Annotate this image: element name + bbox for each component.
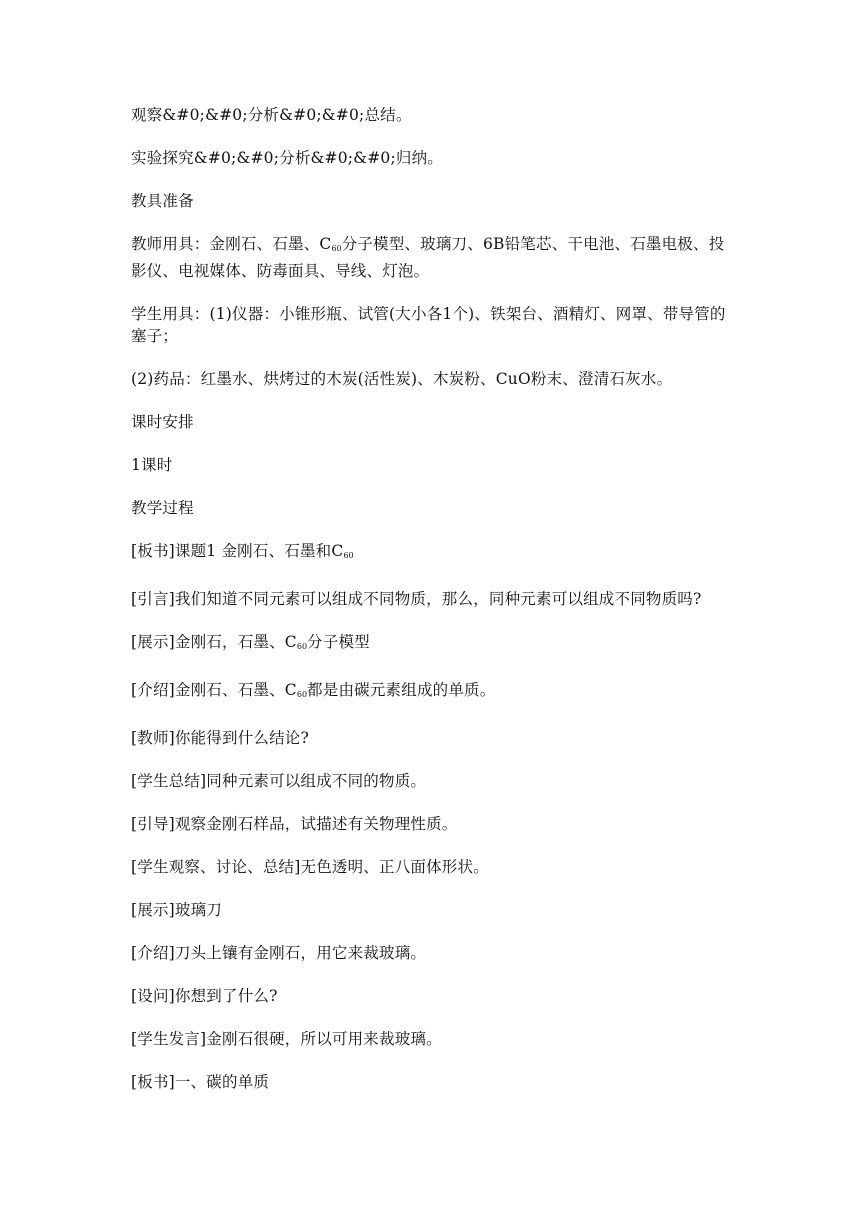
paragraph-text: [引言]我们知道不同元素可以组成不同物质，那么，同种元素可以组成不同物质吗? [131,590,702,608]
paragraph-text: 观察&#0;&#0;分析&#0;&#0;总结。 [131,106,412,124]
paragraph-text: [学生观察、讨论、总结]无色透明、正八面体形状。 [131,858,489,876]
paragraph-guide [131,813,731,835]
paragraph-text: 都是由碳元素组成的单质。 [307,681,496,699]
paragraph-text: (2)药品：红墨水、烘烤过的木炭(活性炭)、木炭粉、CuO粉末、澄清石灰水。 [131,370,673,388]
paragraph-method-1 [131,104,731,126]
paragraph-student-observe [131,856,731,878]
paragraph-student-speech [131,1028,731,1050]
paragraph-board-section [131,1071,731,1093]
paragraph-student-tools [131,303,731,347]
paragraph-schedule-value [131,454,731,476]
paragraph-text: [介绍]金刚石、石墨、C [131,681,297,699]
paragraph-text: 分子模型、玻璃刀、6B铅笔芯、干电池、石墨电极、投影仪、电视媒体、防毒面具、导线、灯泡。 [131,235,725,280]
paragraph-teacher-tools [131,233,731,282]
paragraph-text: [板书]课题1 金刚石、石墨和C [131,542,344,560]
document-body [131,104,731,1114]
heading-process [131,497,731,519]
paragraph-text: 1课时 [131,456,173,474]
paragraph-text: 学生用具：(1)仪器：小锥形瓶、试管(大小各1个)、铁架台、酒精灯、网罩、带导管的塞子； [131,305,726,345]
paragraph-text: [板书]一、碳的单质 [131,1073,270,1091]
paragraph-text: [引导]观察金刚石样品，试描述有关物理性质。 [131,815,458,833]
paragraph-teacher-question [131,727,731,749]
paragraph-text: 实验探究&#0;&#0;分析&#0;&#0;归纳。 [131,149,443,167]
paragraph-student-summary [131,770,731,792]
paragraph-text: [学生发言]金刚石很硬，所以可用来裁玻璃。 [131,1030,442,1048]
paragraph-show-glass-cutter [131,899,731,921]
paragraph-board-title [131,540,731,567]
paragraph-question [131,985,731,1007]
subscript: 60 [296,690,308,699]
paragraph-text: 教师用具：金刚石、石墨、C [131,235,332,253]
paragraph-text: [展示]玻璃刀 [131,901,222,919]
paragraph-text: [展示]金刚石，石墨、C [131,633,297,651]
heading-teaching-aids [131,190,731,212]
paragraph-text: 教具准备 [131,192,194,210]
paragraph-text: [学生总结]同种元素可以组成不同的物质。 [131,772,427,790]
paragraph-text: [教师]你能得到什么结论? [131,729,310,747]
paragraph-text: [介绍]刀头上镶有金刚石，用它来裁玻璃。 [131,944,427,962]
subscript: 60 [331,244,342,253]
paragraph-show-models [131,631,731,658]
heading-schedule [131,411,731,433]
paragraph-text: 课时安排 [131,413,194,431]
paragraph-intro-elements [131,679,731,706]
paragraph-introduction [131,588,731,610]
paragraph-intro-cutter [131,942,731,964]
paragraph-text: 教学过程 [131,499,194,517]
subscript: 60 [296,642,308,651]
subscript: 60 [343,551,354,560]
paragraph-text: 分子模型 [307,633,370,651]
paragraph-method-2 [131,147,731,169]
paragraph-text: [设问]你想到了什么? [131,987,278,1005]
paragraph-reagents [131,368,731,390]
